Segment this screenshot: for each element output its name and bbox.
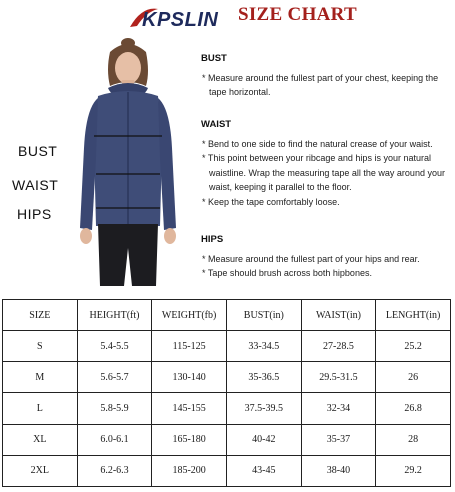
brand-logo: [128, 4, 236, 32]
waist-section: [201, 118, 451, 209]
waist-label: WAIST: [12, 177, 59, 193]
bust-section: [201, 52, 451, 100]
table-cell: 25.2: [376, 331, 451, 362]
column-header: WEIGHT(fb): [152, 300, 227, 331]
table-row: [3, 424, 451, 455]
logo-text: KPSLIN: [142, 9, 219, 31]
table-cell: 33-34.5: [226, 331, 301, 362]
table-cell: M: [3, 362, 78, 393]
hips-section: [201, 233, 451, 281]
table-cell: 32-34: [301, 393, 376, 424]
bust-label: BUST: [18, 143, 58, 159]
table-cell: 38-40: [301, 455, 376, 486]
table-header-row: [3, 300, 451, 331]
section-item: * Bend to one side to find the natural crease of your waist.: [202, 138, 433, 149]
column-header: LENGHT(in): [376, 300, 451, 331]
table-cell: 5.8-5.9: [77, 393, 152, 424]
table-cell: S: [3, 331, 78, 362]
table-cell: 35-37: [301, 424, 376, 455]
section-item: * This point between your ribcage and hips is your natural waistline. Wrap the measuring tape all the way around your waist, keeping it parallel to the floor.: [202, 153, 445, 192]
table-cell: 28: [376, 424, 451, 455]
model-photo: [58, 38, 198, 286]
section-item: * Measure around the fullest part of your hips and rear.: [202, 253, 420, 264]
table-cell: 29.5-31.5: [301, 362, 376, 393]
section-heading: BUST: [201, 53, 227, 64]
table-cell: L: [3, 393, 78, 424]
table-cell: 5.6-5.7: [77, 362, 152, 393]
table-cell: 5.4-5.5: [77, 331, 152, 362]
table-cell: 165-180: [152, 424, 227, 455]
column-header: HEIGHT(ft): [77, 300, 152, 331]
table-cell: 40-42: [226, 424, 301, 455]
column-header: SIZE: [3, 300, 78, 331]
table-row: [3, 393, 451, 424]
page-title: SIZE CHART: [238, 4, 358, 25]
section-heading: WAIST: [201, 119, 232, 130]
table-cell: 115-125: [152, 331, 227, 362]
section-item: * Tape should brush across both hipbones.: [202, 268, 372, 278]
table-cell: 6.2-6.3: [77, 455, 152, 486]
column-header: BUST(in): [226, 300, 301, 331]
table-row: [3, 455, 451, 486]
column-header: WAIST(in): [301, 300, 376, 331]
hips-label: HIPS: [17, 206, 52, 222]
table-cell: 29.2: [376, 455, 451, 486]
table-cell: 35-36.5: [226, 362, 301, 393]
table-row: [3, 331, 451, 362]
table-cell: 27-28.5: [301, 331, 376, 362]
table-cell: 26.8: [376, 393, 451, 424]
size-table: [2, 299, 451, 487]
table-cell: 43-45: [226, 455, 301, 486]
section-item: * Measure around the fullest part of your chest, keeping the tape horizontal.: [202, 72, 439, 97]
section-heading: HIPS: [201, 234, 224, 245]
table-cell: 26: [376, 362, 451, 393]
table-row: [3, 362, 451, 393]
table-cell: 145-155: [152, 393, 227, 424]
table-cell: 185-200: [152, 455, 227, 486]
table-cell: 6.0-6.1: [77, 424, 152, 455]
table-cell: 2XL: [3, 455, 78, 486]
table-cell: 37.5-39.5: [226, 393, 301, 424]
table-cell: XL: [3, 424, 78, 455]
table-cell: 130-140: [152, 362, 227, 393]
section-item: * Keep the tape comfortably loose.: [202, 196, 340, 207]
